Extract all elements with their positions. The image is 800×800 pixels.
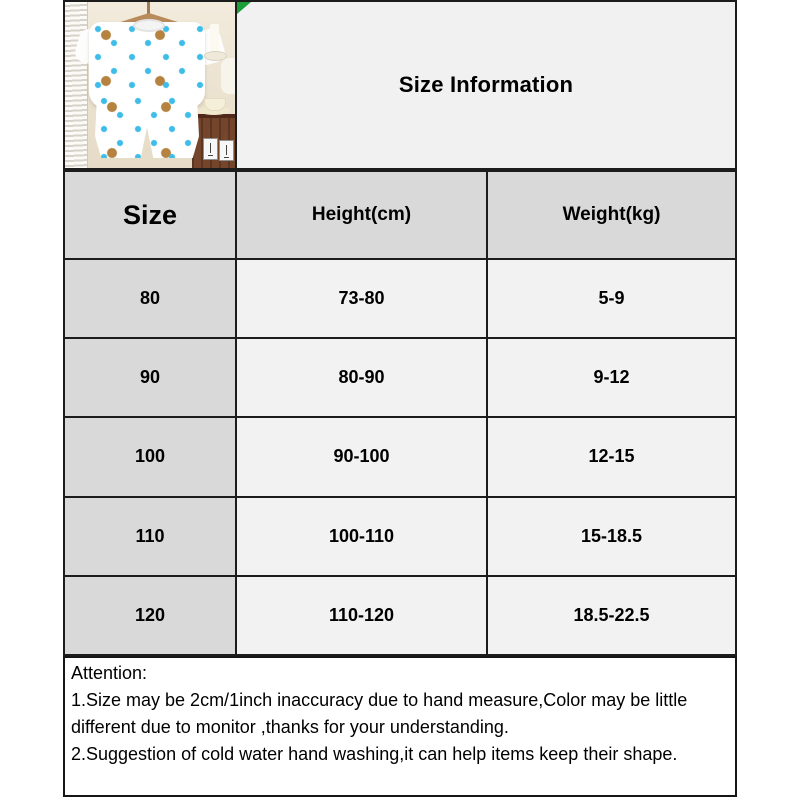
wall-stripes [65, 2, 88, 168]
attention-note-1: 1.Size may be 2cm/1inch inaccuracy due to hand measure,Color may be little different due to monitor ,thanks for your understanding. [71, 690, 688, 737]
shirt-collar [133, 19, 165, 32]
attention-title: Attention: [71, 663, 148, 683]
hanger-hook [147, 2, 150, 15]
row-label-size: 110 [65, 498, 235, 575]
cell-weight: 18.5-22.5 [488, 577, 735, 654]
column-header-height: Height(cm) [237, 172, 486, 258]
cell-height: 100-110 [237, 498, 486, 575]
attention-note-2: 2.Suggestion of cold water hand washing,it can help items keep their shape. [71, 744, 678, 764]
size-info-header [237, 2, 735, 168]
candle [210, 24, 219, 52]
cell-weight: 5-9 [488, 260, 735, 337]
cell-weight: 15-18.5 [488, 498, 735, 575]
column-header-size: Size [65, 172, 235, 258]
cell-height: 110-120 [237, 577, 486, 654]
hang-tag [203, 138, 218, 160]
size-table [63, 170, 737, 656]
cell-weight: 12-15 [488, 418, 735, 495]
cell-height: 73-80 [237, 260, 486, 337]
cell-height: 90-100 [237, 418, 486, 495]
curtain-ruffle [221, 58, 235, 94]
attention-box [63, 656, 737, 797]
product-photo [65, 2, 237, 168]
column-header-weight: Weight(kg) [488, 172, 735, 258]
row-label-size: 100 [65, 418, 235, 495]
hang-tag [219, 140, 234, 161]
tag-string [209, 129, 210, 138]
row-label-size: 120 [65, 577, 235, 654]
cell-height: 80-90 [237, 339, 486, 416]
tag-string [225, 131, 226, 140]
cell-weight: 9-12 [488, 339, 735, 416]
green-corner-accent [237, 2, 251, 14]
row-label-size: 80 [65, 260, 235, 337]
page-title: Size Information [398, 72, 574, 97]
top-section [63, 0, 737, 170]
row-label-size: 90 [65, 339, 235, 416]
baby-shorts [95, 94, 199, 158]
